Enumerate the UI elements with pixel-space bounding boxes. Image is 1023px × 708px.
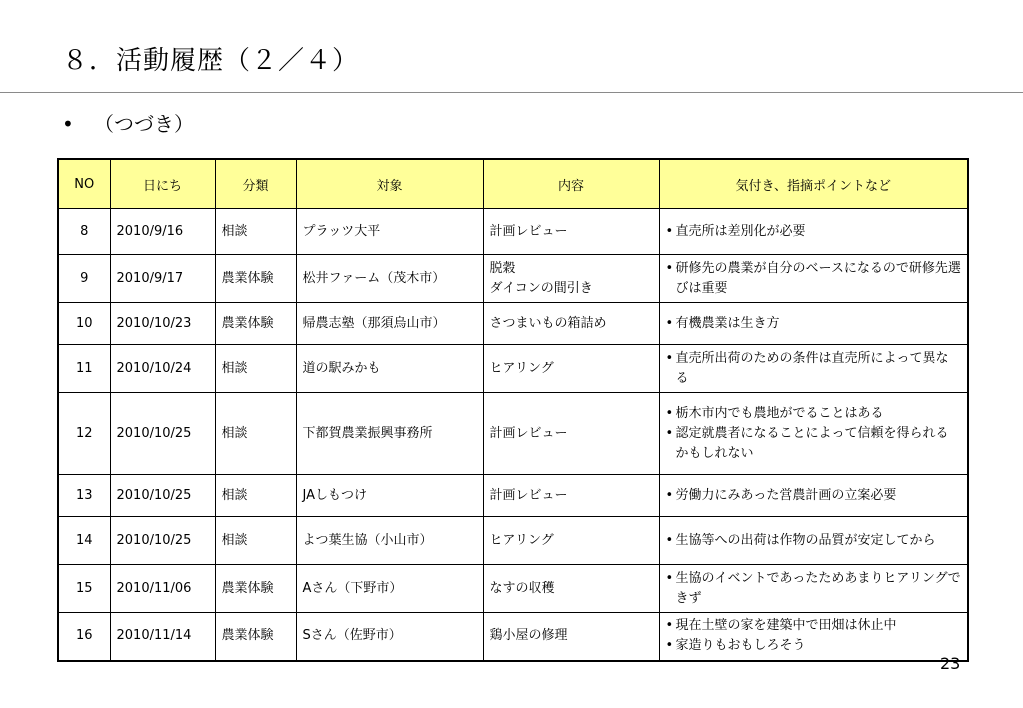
note-bullet: • <box>665 532 674 548</box>
table-row <box>58 565 968 613</box>
cell-target: 帰農志塾（那須烏山市） <box>296 303 483 345</box>
cell-no: 11 <box>58 345 110 393</box>
cell-no: 9 <box>58 255 110 303</box>
cell-content <box>483 613 659 661</box>
table-row <box>58 613 968 661</box>
cell-target: プラッツ大平 <box>296 209 483 255</box>
note-text: 労働力にみあった営農計画の立案必要 <box>675 487 897 503</box>
cell-no: 15 <box>58 565 110 613</box>
cell-notes <box>659 613 968 661</box>
content-line: 計画レビュー <box>489 223 568 239</box>
content-line: 鶏小屋の修理 <box>489 628 568 644</box>
cell-no: 12 <box>58 393 110 475</box>
note-bullet: • <box>665 315 674 331</box>
note-item <box>666 404 962 424</box>
cell-category: 農業体験 <box>215 565 296 613</box>
table-row <box>58 475 968 517</box>
cell-date: 2010/10/25 <box>110 393 215 475</box>
note-text: 研修先の農業が自分のベースになるので研修先選びは重要 <box>675 260 961 296</box>
note-text: 生協等への出荷は作物の品質が安定してから <box>675 532 936 548</box>
cell-no: 16 <box>58 613 110 661</box>
table-row <box>58 255 968 303</box>
cell-content <box>483 565 659 613</box>
cell-category: 農業体験 <box>215 613 296 661</box>
note-bullet: • <box>665 405 674 421</box>
cell-content <box>483 255 659 303</box>
cell-content <box>483 303 659 345</box>
cell-no: 14 <box>58 517 110 565</box>
cell-notes <box>659 517 968 565</box>
cell-target: Aさん（下野市） <box>296 565 483 613</box>
note-bullet: • <box>665 223 674 239</box>
content-line: 計画レビュー <box>489 487 568 503</box>
cell-date: 2010/11/14 <box>110 613 215 661</box>
table-header-row <box>58 159 968 209</box>
cell-content <box>483 517 659 565</box>
cell-content <box>483 475 659 517</box>
activity-history-table <box>57 158 969 662</box>
cell-category: 相談 <box>215 393 296 475</box>
cell-category: 農業体験 <box>215 303 296 345</box>
content-line: 計画レビュー <box>489 425 568 441</box>
cell-notes <box>659 209 968 255</box>
header-notes: 気付き、指摘ポイントなど <box>659 159 968 209</box>
table-row <box>58 303 968 345</box>
cell-notes <box>659 393 968 475</box>
cell-content <box>483 393 659 475</box>
note-text: 家造りもおもしろそう <box>675 638 806 654</box>
header-date: 日にち <box>110 159 215 209</box>
note-bullet: • <box>665 260 674 276</box>
note-item <box>666 259 962 299</box>
note-item <box>666 314 962 334</box>
note-bullet: • <box>665 425 674 441</box>
cell-content <box>483 209 659 255</box>
cell-date: 2010/10/25 <box>110 517 215 565</box>
note-item <box>666 531 962 551</box>
header-target: 対象 <box>296 159 483 209</box>
note-text: 認定就農者になることによって信頼を得られるかもしれない <box>675 425 949 461</box>
cell-target: 松井ファーム（茂木市） <box>296 255 483 303</box>
note-item <box>666 424 962 464</box>
table-row <box>58 393 968 475</box>
table-row <box>58 209 968 255</box>
note-bullet: • <box>665 618 674 634</box>
cell-date: 2010/10/23 <box>110 303 215 345</box>
note-item <box>666 349 962 389</box>
cell-date: 2010/9/17 <box>110 255 215 303</box>
note-bullet: • <box>665 570 674 586</box>
cell-content <box>483 345 659 393</box>
cell-target: 下都賀農業振興事務所 <box>296 393 483 475</box>
header-content: 内容 <box>483 159 659 209</box>
cell-category: 相談 <box>215 209 296 255</box>
table-row <box>58 517 968 565</box>
note-item <box>666 569 962 609</box>
header-category: 分類 <box>215 159 296 209</box>
cell-date: 2010/9/16 <box>110 209 215 255</box>
content-line: さつまいもの箱詰め <box>489 315 607 331</box>
note-text: 生協のイベントであったためあまりヒアリングできず <box>675 570 961 606</box>
note-bullet: • <box>665 638 674 654</box>
cell-category: 農業体験 <box>215 255 296 303</box>
table-body <box>58 209 968 661</box>
cell-category: 相談 <box>215 517 296 565</box>
content-line: ダイコンの間引き <box>489 280 593 296</box>
note-item <box>666 636 962 656</box>
note-bullet: • <box>665 350 674 366</box>
cell-target: 道の駅みかも <box>296 345 483 393</box>
cell-category: 相談 <box>215 475 296 517</box>
bullet-dot: • <box>62 112 74 136</box>
cell-notes <box>659 303 968 345</box>
note-item <box>666 616 962 636</box>
cell-date: 2010/11/06 <box>110 565 215 613</box>
cell-target: よつ葉生協（小山市） <box>296 517 483 565</box>
note-item <box>666 222 962 242</box>
note-text: 有機農業は生き方 <box>675 315 780 331</box>
content-line: ヒアリング <box>489 360 554 376</box>
cell-date: 2010/10/24 <box>110 345 215 393</box>
continued-label: （つづき） <box>94 112 194 136</box>
content-line: ヒアリング <box>489 532 554 548</box>
cell-target: Sさん（佐野市） <box>296 613 483 661</box>
cell-target: JAしもつけ <box>296 475 483 517</box>
note-item <box>666 486 962 506</box>
table-row <box>58 345 968 393</box>
note-text: 現在土壁の家を建築中で田畑は休止中 <box>675 618 897 634</box>
cell-date: 2010/10/25 <box>110 475 215 517</box>
content-line: なすの収穫 <box>489 580 555 596</box>
note-text: 栃木市内でも農地がでることはある <box>675 405 884 421</box>
cell-notes <box>659 345 968 393</box>
note-text: 直売所出荷のための条件は直売所によって異なる <box>675 350 949 386</box>
header-no: NO <box>58 159 110 209</box>
page-title: ８．活動履歴（２／４） <box>62 46 360 76</box>
note-text: 直売所は差別化が必要 <box>675 223 806 239</box>
cell-no: 8 <box>58 209 110 255</box>
content-line: 脱穀 <box>489 260 516 276</box>
cell-notes <box>659 255 968 303</box>
continued-bullet <box>62 108 194 137</box>
note-bullet: • <box>665 487 674 503</box>
cell-category: 相談 <box>215 345 296 393</box>
cell-notes <box>659 565 968 613</box>
cell-no: 13 <box>58 475 110 517</box>
page-number: 23 <box>940 654 961 673</box>
cell-no: 10 <box>58 303 110 345</box>
cell-notes <box>659 475 968 517</box>
title-divider <box>0 92 1023 93</box>
